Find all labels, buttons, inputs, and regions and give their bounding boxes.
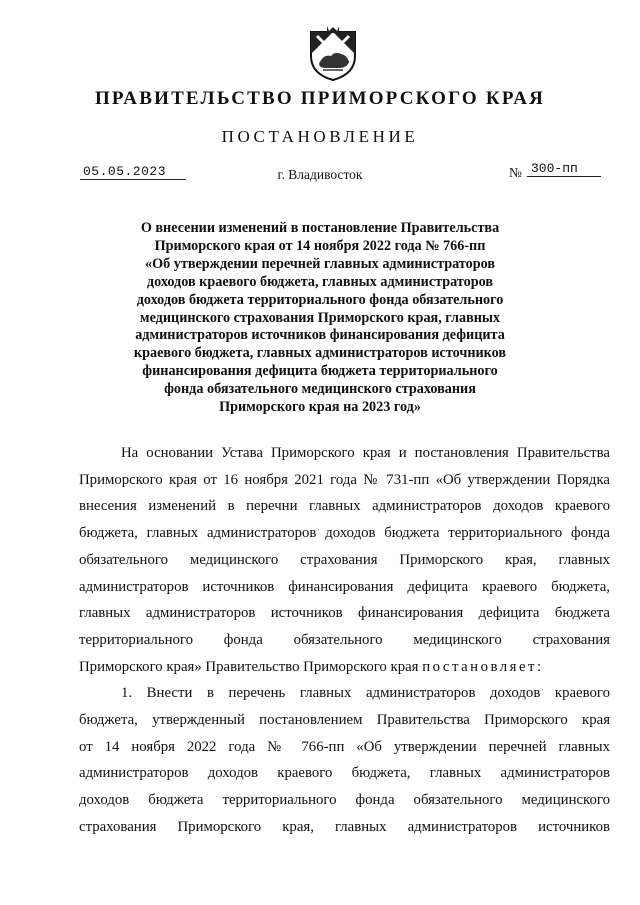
- document-city: г. Владивосток: [277, 167, 363, 182]
- body-line: доходов бюджета территориального фонда обязательного медицинского: [79, 792, 610, 809]
- title-line: «Об утверждении перечней главных администраторов: [144, 255, 496, 272]
- document-number: 300-пп: [527, 161, 601, 177]
- body-line: обязательного медицинского страхования Приморского края, главных: [79, 551, 610, 568]
- body-line: бюджета, утвержденный постановлением Правительства Приморского края: [79, 712, 610, 729]
- body-line: главных администраторов источников финансирования дефицита бюджета: [79, 605, 610, 622]
- title-line: медицинского страхования Приморского края, главных: [139, 309, 501, 326]
- body-line: Приморского края от 16 ноября 2021 года № 731-пп «Об утверждении Порядка: [79, 471, 610, 488]
- body-line: внесения изменений в перечни главных администраторов доходов краевого: [79, 498, 610, 515]
- title-line: Приморского края от 14 ноября 2022 года № 766-пп: [154, 237, 486, 254]
- title-line: финансирования дефицита бюджета территориального: [142, 363, 498, 380]
- body-line-text: Приморского края» Правительство Приморского края: [79, 658, 423, 675]
- document-title: [100, 220, 540, 417]
- document-body: [79, 440, 610, 841]
- meta-row: [0, 161, 640, 188]
- document-date: 05.05.2023: [80, 164, 186, 180]
- body-line: территориального фонда обязательного медицинского страхования: [79, 631, 610, 648]
- title-line: О внесении изменений в постановление Правительства: [140, 220, 500, 236]
- decree-word: постановляет:: [422, 658, 544, 675]
- title-line: доходов краевого бюджета, главных администраторов: [146, 273, 494, 290]
- body-line: администраторов источников финансирования дефицита краевого бюджета,: [79, 578, 610, 595]
- title-line: администраторов источников финансирования дефицита: [135, 327, 505, 344]
- body-line: администраторов доходов краевого бюджета, главных администраторов: [79, 765, 610, 782]
- coat-of-arms-emblem: [305, 24, 361, 82]
- government-title: ПРАВИТЕЛЬСТВО ПРИМОРСКОГО КРАЯ: [94, 88, 546, 109]
- body-line: от 14 ноября 2022 года № 766-пп «Об утверждении перечней главных: [79, 738, 610, 755]
- title-line: Приморского края на 2023 год»: [219, 399, 421, 416]
- title-line: краевого бюджета, главных администраторов источников: [133, 345, 507, 362]
- document-type: ПОСТАНОВЛЕНИЕ: [221, 127, 419, 146]
- title-line: доходов бюджета территориального фонда обязательного: [136, 291, 504, 308]
- body-line: На основании Устава Приморского края и постановления Правительства: [121, 445, 610, 461]
- body-line: бюджета, главных администраторов доходов бюджета территориального фонда: [79, 525, 610, 542]
- title-line: фонда обязательного медицинского страхования: [164, 381, 476, 398]
- body-line: страхования Приморского края, главных администраторов источников: [79, 818, 610, 835]
- body-line: 1. Внести в перечень главных администраторов доходов краевого: [121, 685, 610, 702]
- body-line: [79, 654, 610, 681]
- number-sign: №: [509, 165, 522, 180]
